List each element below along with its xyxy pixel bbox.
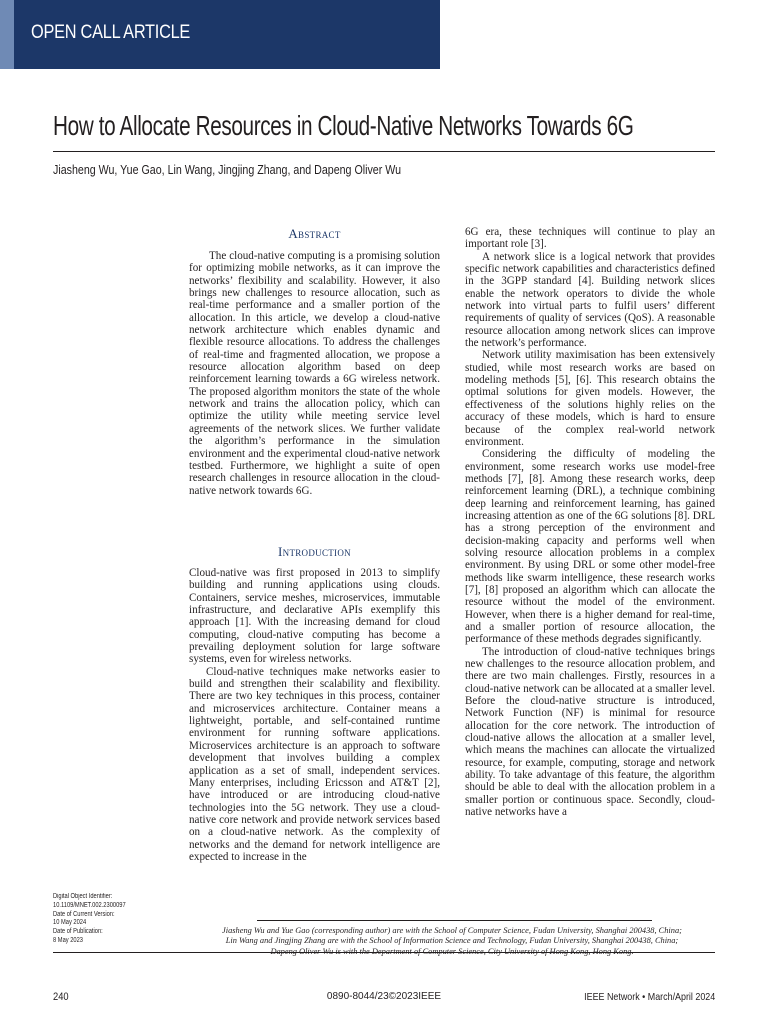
current-version-label: Date of Current Version: [53,910,115,918]
body-paragraph: Considering the difficulty of modeling the environment, some research works use model-free methods [7], [8]. Among these research works, deep reinforcement learning (DRL), a technique combining deep learning and reinforcement learning, has gained increasing attention as one of the 6G solutions [8]. DRL has a strong perception of the environment and decision-making capacity and performs well when solving resource allocation problems in a complex environment. By using DRL or some other model-free methods like swarm intelligence, these research works [7], [8] proposed an algorithm which can allocate the resource without the model of the environment. However, when there is a higher demand for real-time, and a smaller portion of resource allocation, the performance of these methods degrades significantly. [465,448,715,646]
doi-value: 10.1109/MNET.002.2300097 [53,901,126,909]
publication-date: 8 May 2023 [53,936,84,944]
page-number: 240 [53,991,69,1003]
article-title: How to Allocate Resources in Cloud-Native Networks Towards 6G [53,110,634,141]
publication-date-label: Date of Publication: [53,928,103,936]
footer-divider [53,952,715,953]
body-paragraph: 6G era, these techniques will continue to play an important role [3]. [465,226,715,251]
banner-accent-stripe [0,0,14,69]
abstract-heading: Abstract [288,226,341,241]
current-version-date: 10 May 2024 [53,919,87,927]
abstract-text: The cloud-native computing is a promising solution for optimizing mobile networks, as it can improve the networks’ flexibility and scalability. However, it also brings new challenges to resource allocation, such as real-time performance and a smaller portion of the allocation. In this article, we develop a cloud-native network architecture which enables dynamic and flexible resource allocations. To address the challenges of real-time and fragmented allocation, we propose a resource allocation algorithm based on deep reinforcement learning towards a 6G wireless network. The proposed algorithm monitors the state of the whole network and trains the allocation policy, which can optimize the utility while meeting service level agreements of the network slices. We further validate the algorithm’s performance in the simulation environment and the experimental cloud-native network testbed. Furthermore, we highlight a suite of open research challenges in resource allocation in the cloud-native network towards 6G. [189,250,440,497]
footnote-divider [257,920,652,921]
issn-copyright: 0890-8044/23©2023IEEE [326,991,442,1002]
affiliation-line: Jiasheng Wu and Yue Gao (corresponding author) are with the School of Computer Science, Fudan University, Shanghai 200438, China; [222,926,682,935]
author-list: Jiasheng Wu, Yue Gao, Lin Wang, Jingjing Zhang, and Dapeng Oliver Wu [53,162,402,177]
introduction-heading: Introduction [278,544,351,559]
body-column-left [189,567,440,863]
doi-label: Digital Object Identifier: [53,893,113,900]
affiliation-line: Lin Wang and Jingjing Zhang are with the School of Information Science and Technology, Fudan University, Shanghai 200438, China; [225,936,679,946]
body-paragraph: The introduction of cloud-native techniques brings new challenges to the resource allocation problem, and there are two main challenges. Firstly, resources in a cloud-native network can be allocated at a smaller level. Before the cloud-native structure is introduced, Network Function (NF) is minimal for resource allocation for the core network. The introduction of cloud-native allows the allocation at a smaller level, which means the machines can allocate the virtualized resource, for example, computing, storage and network ability. To take advantage of this feature, the algorithm should be able to deal with the allocation problem in a smaller portion or continuous space. Secondly, cloud-native networks have a [465,645,715,819]
body-paragraph: Network utility maximisation has been extensively studied, while most research works are based on modeling methods [5], [6]. This research obtains the optimal solutions for given models. However, the effectiveness of the solutions highly relies on the accuracy of these models, which is hard to ensure because of the complex real-world network environment. [465,349,715,448]
body-paragraph: Cloud-native was first proposed in 2013 to simplify building and running applications using clouds. Containers, service meshes, microservices, immutable infrastructure, and declarative APIs exemplify this approach [1]. With the increasing demand for cloud computing, cloud-native computing has become a prevailing deployment solution for large software systems, even for wireless networks. [189,567,440,666]
article-type-banner [0,0,440,69]
abstract-section [189,226,440,497]
body-column-right [465,226,715,819]
article-type-label: OPEN CALL ARTICLE [31,22,191,43]
publication-metadata [53,893,143,946]
title-divider [53,151,715,152]
journal-issue: IEEE Network • March/April 2024 [583,991,715,1003]
body-paragraph: A network slice is a logical network that provides specific network capabilities and characteristics defined in the 3GPP standard [4]. Building network slices enable the network operators to divide the whole network into virtual parts to fulfil users’ different requirements of quality of services (QoS). A reasonable resource allocation among network slices can improve the network’s performance. [465,250,715,350]
body-paragraph: Cloud-native techniques make networks easier to build and strengthen their scalability and flexibility. There are two key techniques in this process, container and microservices architecture. Container means a lightweight, portable, and self-contained runtime environment for running software applications. Microservices architecture is an approach to software development that involves building a complex application as a set of small, independent services. Many enterprises, including Ericsson and AT&T [2], have introduced or are introducing cloud-native technologies into the 5G network. They use a cloud-native core network and provide network services based on a cloud-native network. As the complexity of networks and the demand for network intelligence are expected to increase in the [189,665,440,863]
